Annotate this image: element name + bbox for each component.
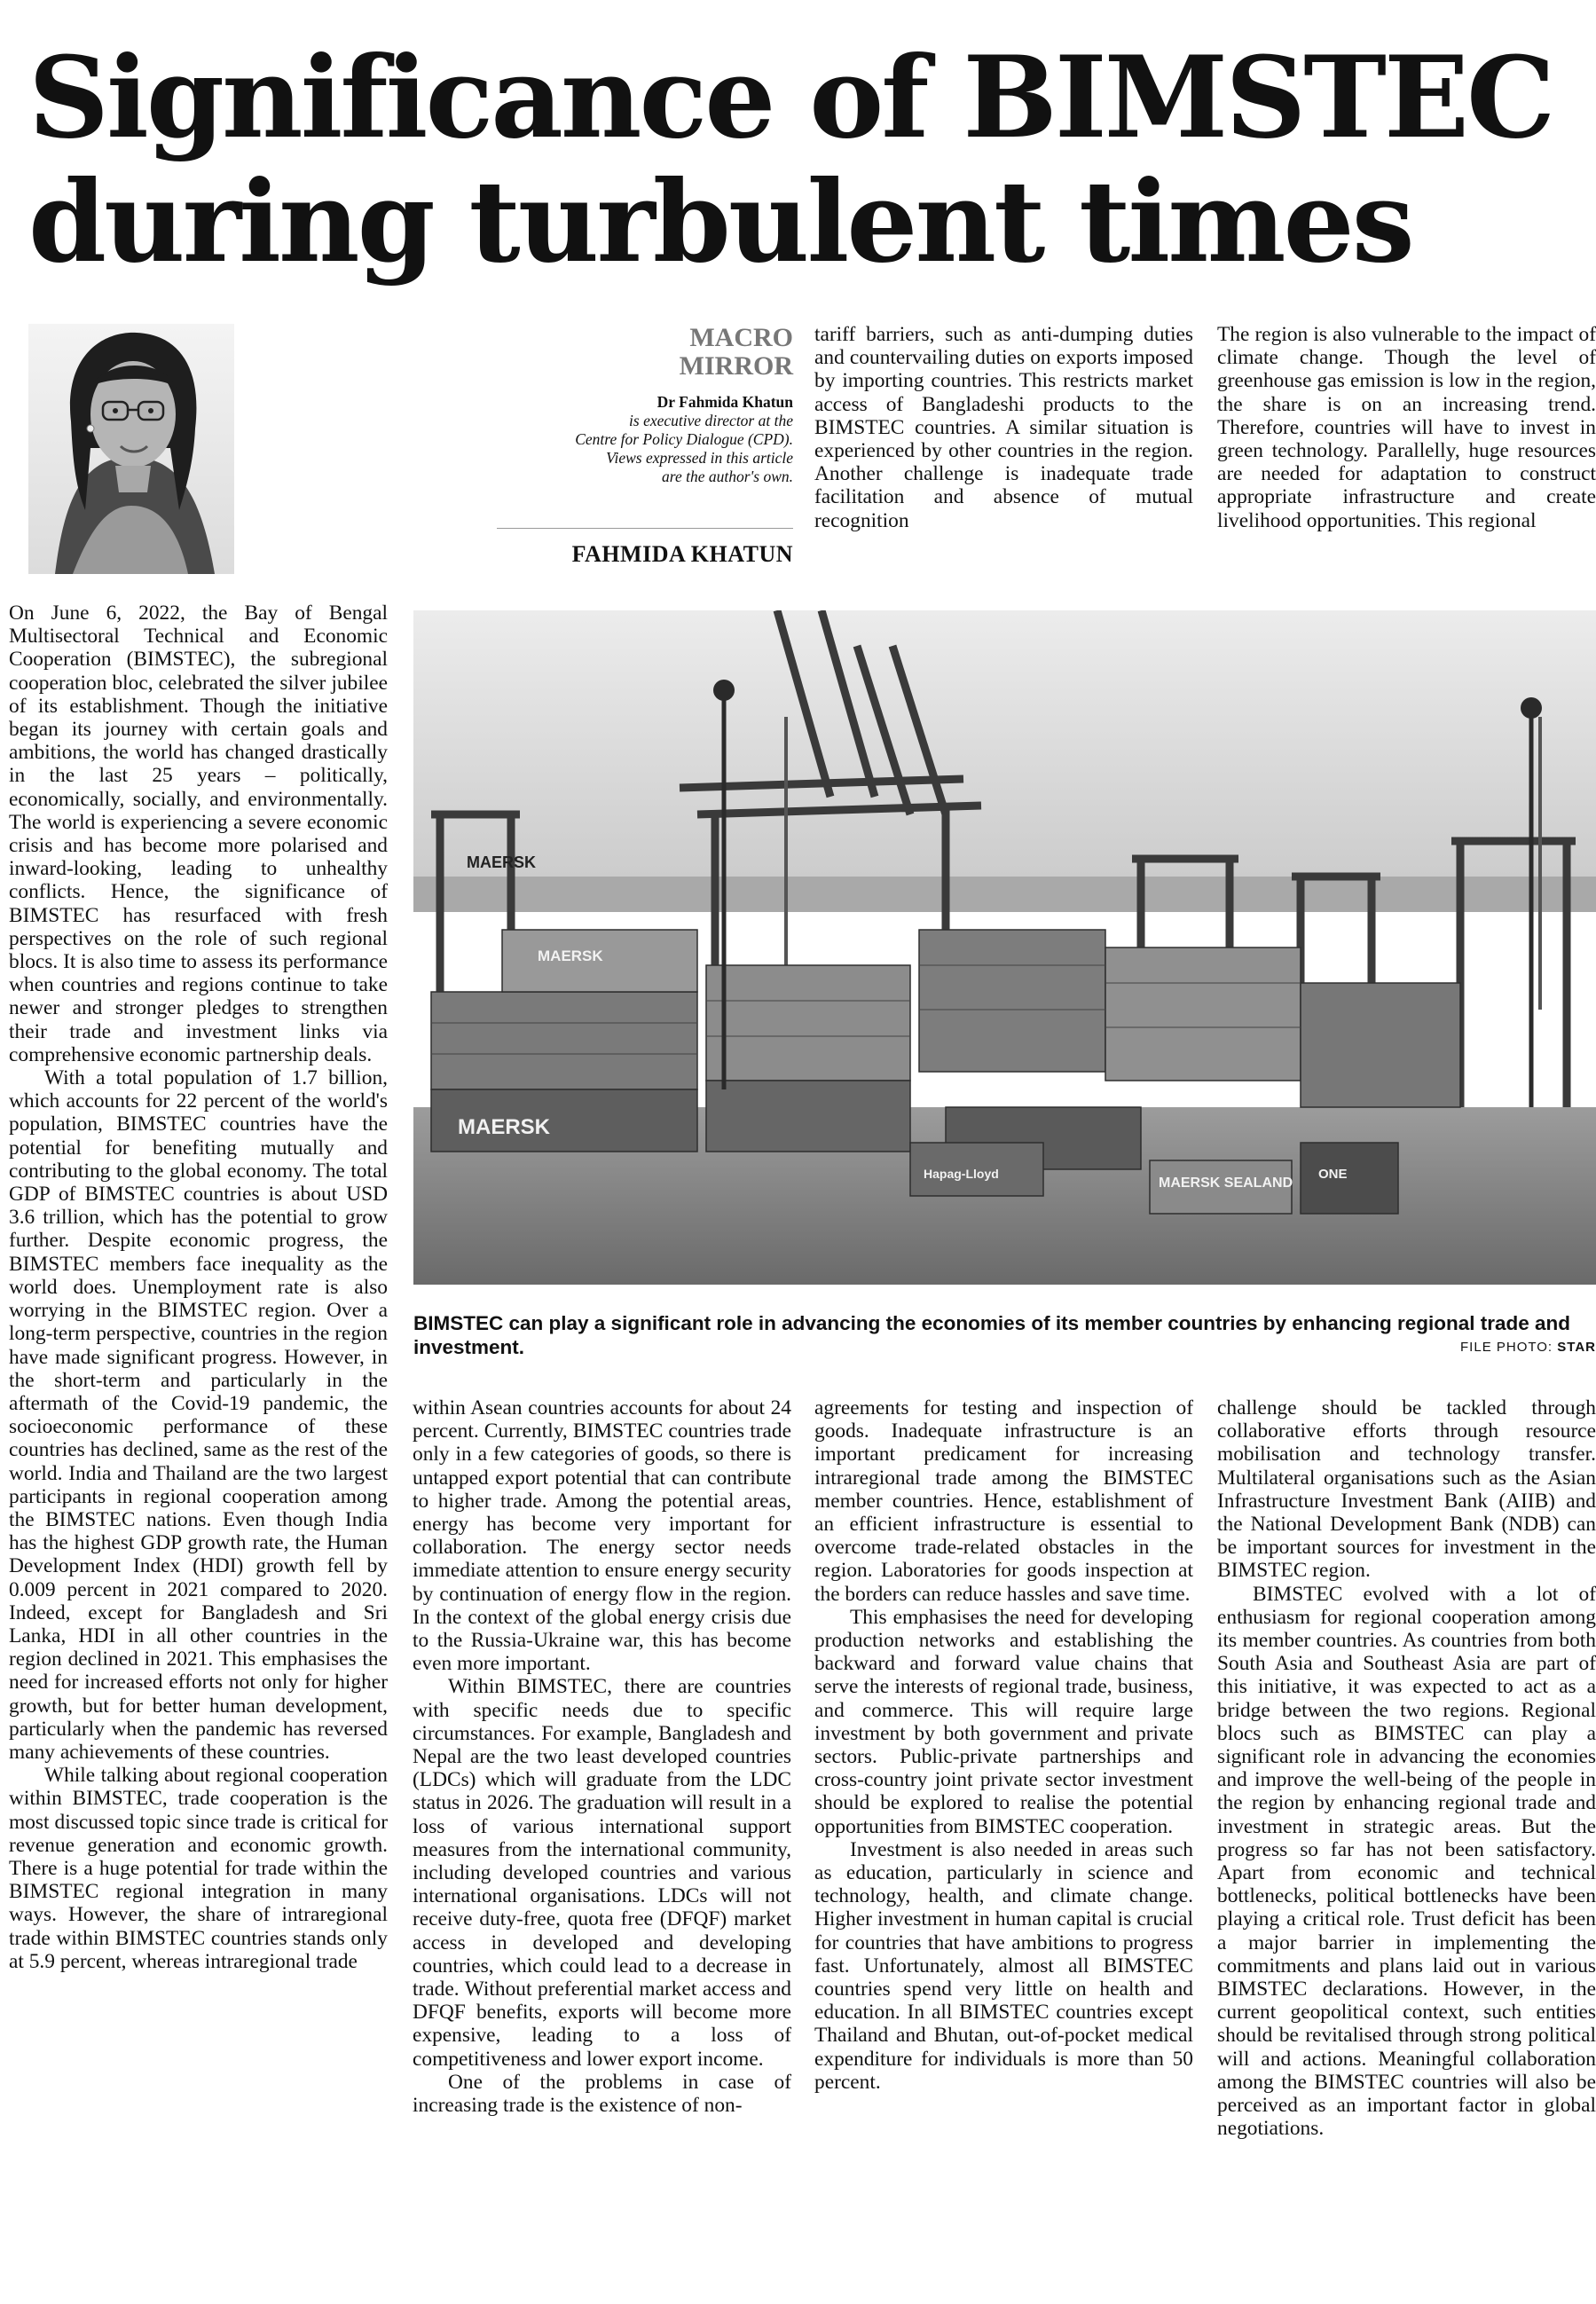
paragraph: Investment is also needed in areas such as education, particularly in science and technology, health, and climate change. Higher investment in human capital is crucial for countries that have ambitions to progress fast. Unfortunately, almost all BIMSTEC countries spend very little on health and education. In all BIMSTEC countries except Thailand and Bhutan, out-of-pocket medical expenditure for individuals is more than 50 percent.: [814, 1837, 1193, 2094]
bio-line-3: Views expressed in this article: [606, 449, 793, 467]
column-1: [9, 602, 388, 1973]
paragraph: While talking about regional cooperation within BIMSTEC, trade cooperation is the most discussed topic since trade is critical for revenue generation and economic growth. There is a huge potential for trade within the BIMSTEC regional integration in many ways. However, the share of intraregional trade within BIMSTEC countries stands only at 5.9 percent, whereas intraregional trade: [9, 1764, 388, 1973]
paragraph: agreements for testing and inspection of goods. Inadequate infrastructure is an important predicament for increasing intraregional trade among the BIMSTEC member countries. Hence, establishment of an efficient infrastructure is essential to overcome trade-related obstacles in the region. Laboratories for goods inspection at the borders can reduce hassles and save time.: [814, 1396, 1193, 1606]
container-label: ONE: [1318, 1167, 1348, 1182]
author-bio: [479, 393, 793, 486]
column-top-2: [814, 323, 1193, 532]
paragraph: The region is also vulnerable to the impact of climate change. Though the level of greenhouse gas emission is low in the region, the share is on an increasing trend. Therefore, countries will have to invest in green technology. Parallelly, huge resources are needed for adaptation to construct appropriate infrastructure and create livelihood opportunities. This regional: [1217, 323, 1596, 532]
paragraph: With a total population of 1.7 billion, which accounts for 22 percent of the world's population, BIMSTEC countries have the potential for benefiting mutually and contributing to the global economy. The total GDP of BIMSTEC countries is about USD 3.6 trillion, which has the potential to grow further. Despite economic progress, the BIMSTEC members face inequality as the world does. Unemployment rate is also worrying in the BIMSTEC region. Over a long-term perspective, countries in the region have made significant progress. However, in the short-term and particularly in the aftermath of the Covid-19 pandemic, the socioeconomic performance of these countries has declined, same as the rest of the world. India and Thailand are the two largest participants in regional cooperation among the BIMSTEC nations. Even though India has the highest GDP growth rate, the Human Development Index (HDI) growth fell by 0.009 percent in 2021 compared to 2020. Indeed, except for Bangladesh and Sri Lanka, HDI in all other countries in the region declined in 2021. This emphasises the need for increased efforts not only for higher growth, but for better human development, particularly when the pandemic has reversed many achievements of these countries.: [9, 1066, 388, 1764]
headline-line-1: Significance of BIMSTEC: [28, 32, 1553, 163]
author-signature: FAHMIDA KHATUN: [571, 541, 793, 567]
paragraph: BIMSTEC evolved with a lot of enthusiasm for regional cooperation among its member countries. As countries from both South Asia and Southeast Asia are part of this initiative, it was expected to act as a bridge between the two regions. Regional blocs such as BIMSTEC can play a significant role in advancing the economies and improve the well-being of the people in the region by enhancing regional trade and investment in strategic areas. But the progress so far has not been satisfactory. Apart from economic and technical bottlenecks, political bottlenecks have been playing a critical role. Trust deficit has been a major barrier in implementing the commitments and plans laid out in various BIMSTEC declarations. However, in the current geopolitical context, such entities should be revitalised through strong political will and actions. Meaningful collaboration among the BIMSTEC countries will also be perceived as an important factor in global negotiations.: [1217, 1582, 1596, 2141]
bio-name: Dr Fahmida Khatun: [656, 393, 793, 411]
paragraph: On June 6, 2022, the Bay of Bengal Multisectoral Technical and Economic Cooperation (BIMSTEC), the subregional cooperation bloc, celebrated the silver jubilee of its establishment. Though the initiative began its journey with certain goals and ambitions, the world has changed drastically in the last 25 years – politically, economically, socially, and environmentally. The world is experiencing a severe economic crisis and has become more polarised and inward-looking, leading to unhealthy conflicts. Hence, the significance of BIMSTEC has resurfaced with fresh perspectives on the role of such regional blocs. It is also time to assess its performance when countries and regions continue to take newer and stronger pledges to strengthen their trade and investment links via comprehensive economic partnership deals.: [9, 602, 388, 1066]
photo-caption: BIMSTEC can play a significant role in advancing the economies of its member countries by enhancing regional trade and investment.: [413, 1312, 1571, 1358]
container-label: MAERSK: [458, 1115, 551, 1139]
column-2: [413, 1396, 791, 2117]
port-photo: [413, 610, 1596, 1285]
photo-credit: [1460, 1340, 1596, 1355]
author-portrait: [28, 324, 234, 574]
column-name-line-2: MIRROR: [679, 351, 793, 381]
container-label: MAERSK: [538, 948, 603, 964]
container-label: MAERSK SEALAND: [1159, 1176, 1293, 1191]
column-4: [1217, 1396, 1596, 2141]
paragraph: within Asean countries accounts for about 24 percent. Currently, BIMSTEC countries trade only in a few categories of goods, so there is untapped export potential that can contribute to higher trade. Among the potential areas, energy has become very important for collaboration. The energy sector needs immediate attention to ensure energy security by continuation of energy flow in the region. In the context of the global energy crisis due to the Russia-Ukraine war, this has become even more important.: [413, 1396, 791, 1676]
container-label: MAERSK: [467, 853, 537, 871]
byline: [479, 324, 793, 574]
byline-divider: [497, 528, 793, 529]
bio-line-1: is executive director at the: [629, 412, 793, 429]
column-name: [479, 324, 793, 381]
bio-line-4: are the author's own.: [662, 468, 793, 485]
headline-line-2: during turbulent times: [28, 156, 1412, 287]
photo-credit-prefix: FILE PHOTO:: [1460, 1340, 1553, 1355]
paragraph: challenge should be tackled through collaborative efforts through resource mobilisation and technology transfer. Multilateral organisations such as the Asian Infrastructure Investment Bank (AIIB) and the National Development Bank (NDB) can be important sources for investment in the BIMSTEC region.: [1217, 1396, 1596, 1583]
paragraph: One of the problems in case of increasing trade is the existence of non-: [413, 2070, 791, 2118]
headline: [28, 32, 1572, 287]
container-label: Hapag-Lloyd: [924, 1167, 999, 1181]
column-name-line-1: MACRO: [689, 323, 793, 352]
bio-line-2: Centre for Policy Dialogue (CPD).: [575, 430, 793, 448]
photo-credit-source: STAR: [1557, 1340, 1596, 1355]
column-top-3: [1217, 323, 1596, 532]
paragraph: tariff barriers, such as anti-dumping duties and countervailing duties on exports imposed by importing countries. This restricts market access of Bangladeshi products to the BIMSTEC countries. A similar situation is experienced by other countries in the region. Another challenge is inadequate trade facilitation and absence of mutual recognition: [814, 323, 1193, 532]
paragraph: Within BIMSTEC, there are countries with specific needs due to specific circumstances. For example, Bangladesh and Nepal are the two least developed countries (LDCs) which will graduate from the LDC status in 2026. The graduation will result in a loss of various international support measures from the international community, including developed countries and various international organisations. LDCs will not receive duty-free, quota free (DFQF) market access in developed and developing countries, which could lead to a decrease in trade. Without preferential market access and DFQF benefits, exports will become more expensive, leading to a loss of competitiveness and lower export income.: [413, 1675, 791, 2071]
column-3: [814, 1396, 1193, 2094]
port-photo-image: [413, 610, 1596, 1285]
paragraph: This emphasises the need for developing production networks and establishing the backward and forward value chains that serve the interests of regional trade, business, and commerce. This will require large investment by both government and private sectors. Public-private partnerships and cross-country joint private sector investment should be explored to realise the potential opportunities from BIMSTEC cooperation.: [814, 1605, 1193, 1838]
